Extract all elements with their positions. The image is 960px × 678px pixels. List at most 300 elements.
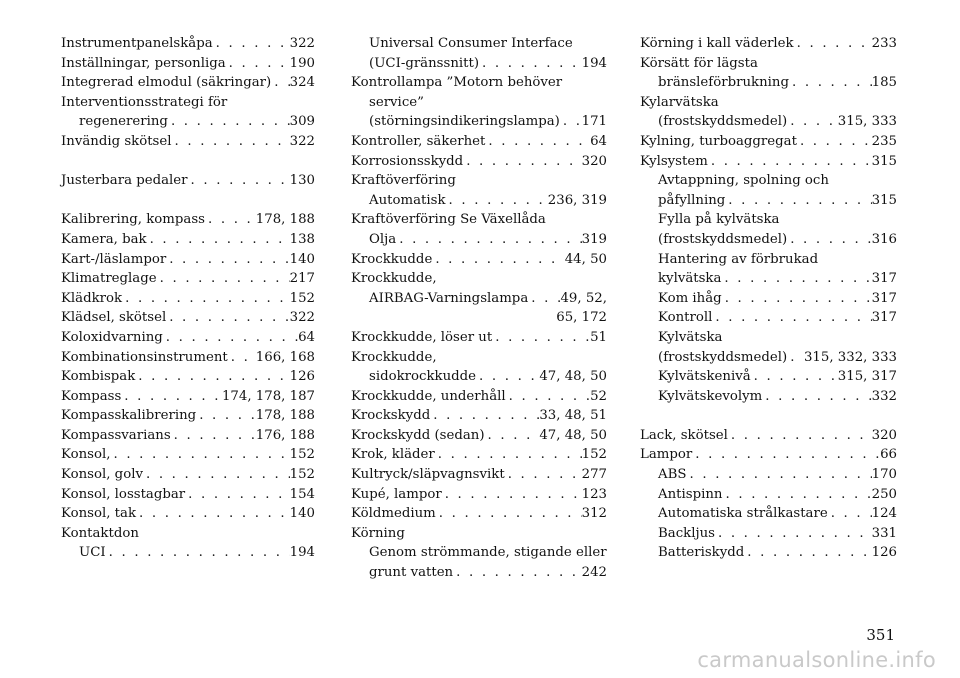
dot-leader [213, 34, 290, 54]
index-term: Krockkudde [351, 251, 433, 267]
index-heading-line: Kraftöverföring [351, 173, 456, 189]
index-term: Instrumentpanelskåpa [61, 36, 213, 51]
page-reference: 152 [289, 467, 315, 483]
index-entry [61, 210, 315, 230]
index-entry [640, 34, 897, 54]
page-reference-continued: 65, 172 [556, 310, 607, 326]
dot-leader [430, 406, 539, 426]
index-entry-row [640, 485, 897, 505]
page-reference: 171 [581, 114, 607, 130]
index-entry-row [640, 426, 897, 446]
page-reference: 277 [581, 467, 607, 483]
watermark-logo: carmanualsonline.info [697, 648, 936, 672]
index-entry-row [351, 367, 607, 387]
index-entry [640, 171, 897, 210]
index-entry [351, 328, 607, 348]
index-entry-row [61, 54, 315, 74]
index-entry-row [61, 132, 315, 152]
index-entry-row [61, 289, 315, 309]
dot-leader [446, 191, 548, 211]
index-entry [61, 54, 315, 74]
index-entry-row [640, 289, 897, 309]
index-entry-row [640, 465, 897, 485]
dot-leader [787, 230, 871, 250]
index-entry [351, 269, 607, 328]
page-reference: 166, 168 [255, 349, 315, 365]
index-term: Invändig skötsel [61, 133, 172, 149]
index-entry [351, 445, 607, 465]
dot-leader [228, 348, 256, 368]
index-entry [640, 328, 897, 367]
index-term: Lampor [640, 447, 693, 463]
dot-leader [110, 445, 289, 465]
index-entry-row [640, 367, 897, 387]
index-entry [640, 250, 897, 289]
index-heading-line: Kontaktdon [61, 525, 139, 541]
dot-leader [436, 504, 582, 524]
index-entry-row [640, 191, 897, 211]
page-number: 351 [866, 626, 895, 644]
index-entry [61, 328, 315, 348]
dot-leader [712, 308, 871, 328]
index-entry [61, 485, 315, 505]
index-entry [640, 367, 897, 387]
index-entry [351, 132, 607, 152]
index-entry-row [640, 132, 897, 152]
index-entry [351, 524, 607, 583]
page-reference: 233 [871, 36, 897, 51]
page-reference: 52 [590, 388, 607, 404]
index-entry-row [640, 524, 897, 544]
index-entry [61, 250, 315, 270]
page-reference: 190 [289, 55, 315, 71]
page-reference: 178, 188 [255, 212, 315, 228]
dot-leader [692, 445, 880, 465]
page-reference: 64 [590, 133, 607, 149]
index-entry-row [61, 426, 315, 446]
index-term: (frostskyddsmedel) [658, 231, 788, 247]
dot-leader [721, 269, 871, 289]
index-term: UCI [79, 545, 106, 561]
index-term: regenerering [79, 114, 168, 130]
index-term: Krok, kläder [351, 447, 435, 463]
index-term: AIRBAG-Varningslampa [369, 290, 529, 306]
index-entry [61, 445, 315, 465]
index-entry [640, 445, 897, 465]
index-entry-row [640, 543, 897, 563]
index-term: Konsol, [61, 447, 111, 463]
index-entry [351, 485, 607, 505]
index-entry-row [640, 34, 897, 54]
dot-leader [476, 367, 539, 387]
index-entry-row [61, 445, 315, 465]
page-reference: 322 [289, 133, 315, 149]
page-reference: 152 [581, 447, 607, 463]
index-entry [640, 289, 897, 309]
index-term: Kalibrering, kompass [61, 212, 205, 228]
dot-leader [188, 171, 290, 191]
dot-leader [492, 328, 590, 348]
page-reference: 51 [590, 329, 607, 345]
index-entry-row [351, 504, 607, 524]
index-heading-line: Kraftöverföring Se Växellåda [351, 212, 546, 228]
dot-leader [172, 132, 290, 152]
index-term: Kylsystem [640, 153, 708, 169]
index-term: Kombinationsinstrument [61, 349, 228, 365]
index-entry-row [351, 563, 607, 583]
dot-leader [171, 426, 256, 446]
index-term: (frostskyddsmedel) [658, 349, 788, 365]
index-gap [61, 152, 315, 172]
index-heading-line: Interventionsstrategi för [61, 94, 228, 110]
index-entry-row [61, 171, 315, 191]
dot-leader [686, 465, 871, 485]
index-entry [61, 289, 315, 309]
index-subheading-line: service” [369, 94, 424, 110]
dot-leader [787, 348, 804, 368]
index-entry [61, 73, 315, 93]
page-reference: 140 [289, 251, 315, 267]
index-entry-row [351, 191, 607, 211]
index-entry-row [61, 367, 315, 387]
index-entry [351, 210, 607, 249]
dot-leader [166, 308, 289, 328]
index-entry [351, 348, 607, 387]
index-term: Kamera, bak [61, 231, 147, 247]
page-reference: 319 [581, 231, 607, 247]
index-term: Olja [369, 231, 397, 247]
dot-leader [828, 504, 872, 524]
page-reference: 140 [289, 506, 315, 522]
dot-leader [136, 504, 290, 524]
index-entry-row [61, 34, 315, 54]
index-term: Kupé, lampor [351, 486, 442, 502]
index-column-2 [351, 34, 607, 583]
index-entry [640, 485, 897, 505]
page-reference: 315 [871, 153, 897, 169]
index-entry [640, 54, 897, 93]
page-reference: 331 [871, 525, 897, 541]
index-term: Antispinn [658, 486, 723, 502]
index-entry-row [61, 504, 315, 524]
index-heading-line: Krockkudde, [351, 271, 437, 287]
dot-leader [485, 426, 540, 446]
index-entry [351, 73, 607, 132]
index-term: (frostskyddsmedel) [658, 114, 788, 130]
index-entry [351, 152, 607, 172]
index-term: Koloxidvarning [61, 329, 163, 345]
dot-leader [708, 152, 872, 172]
index-entry [61, 34, 315, 54]
dot-leader [121, 387, 222, 407]
index-term: kylvätska [658, 271, 722, 287]
dot-leader [168, 112, 290, 132]
index-entry [61, 230, 315, 250]
page-reference: 217 [289, 271, 315, 287]
index-entry-row [61, 269, 315, 289]
index-entry [351, 171, 607, 210]
page-reference: 126 [871, 545, 897, 561]
dot-leader [479, 54, 582, 74]
dot-leader [163, 328, 298, 348]
index-heading-line: Krockkudde, [351, 349, 437, 365]
index-subheading-line: Hantering av förbrukad [658, 251, 819, 267]
index-entry [61, 367, 315, 387]
dot-leader [106, 543, 290, 563]
index-term: Lack, skötsel [640, 427, 728, 443]
index-entry [351, 504, 607, 524]
index-term: ABS [658, 467, 687, 483]
index-entry-row [61, 485, 315, 505]
index-term: Backljus [658, 525, 715, 541]
index-term: Kom ihåg [658, 290, 722, 306]
index-entry-row [61, 348, 315, 368]
dot-leader [122, 289, 290, 309]
index-entry [61, 132, 315, 152]
index-term: Kylvätskevolym [658, 388, 763, 404]
index-entry-row [640, 73, 897, 93]
index-entry [61, 387, 315, 407]
index-entry-row [351, 328, 607, 348]
page-reference: 236, 319 [547, 192, 607, 208]
page-reference: 315, 332, 333 [803, 349, 897, 365]
index-entry-row [61, 406, 315, 426]
dot-leader [744, 543, 871, 563]
dot-leader [205, 210, 256, 230]
index-entry-row [61, 73, 315, 93]
index-entry-row [61, 250, 315, 270]
page-reference: 320 [871, 427, 897, 443]
index-entry-row [640, 348, 897, 368]
index-term: Integrerad elmodul (säkringar) [61, 75, 272, 91]
dot-leader [185, 485, 289, 505]
index-subheading-line: Kylvätska [658, 329, 723, 345]
index-entry [640, 504, 897, 524]
page-reference: 322 [289, 36, 315, 51]
index-term: Kylvätskenivå [658, 369, 751, 385]
page-reference: 138 [289, 231, 315, 247]
dot-leader [226, 54, 290, 74]
page-reference: 66 [880, 447, 897, 463]
index-entry [351, 250, 607, 270]
index-entry-row [61, 112, 315, 132]
page-reference: 317 [871, 290, 897, 306]
page-reference: 235 [871, 133, 897, 149]
dot-leader [722, 485, 871, 505]
index-entry-row [61, 308, 315, 328]
index-term: Kompass [61, 388, 122, 404]
page-reference: 316 [871, 231, 897, 247]
index-entry-row [351, 132, 607, 152]
index-entry [61, 308, 315, 328]
dot-leader [442, 485, 582, 505]
page-reference: 170 [871, 467, 897, 483]
index-entry [640, 465, 897, 485]
page-reference: 194 [581, 55, 607, 71]
index-entry [61, 406, 315, 426]
dot-leader [797, 132, 872, 152]
page-reference: 152 [289, 290, 315, 306]
page-reference: 178, 188 [255, 408, 315, 424]
dot-leader [143, 465, 290, 485]
index-entry-row [61, 465, 315, 485]
page-reference: 309 [289, 114, 315, 130]
page-reference: 185 [871, 75, 897, 91]
index-entry-row [351, 289, 607, 309]
page-reference: 315, 333 [837, 114, 897, 130]
index-entry [61, 465, 315, 485]
index-entry-row [351, 465, 607, 485]
index-term: Kompassvarians [61, 427, 171, 443]
dot-leader [794, 34, 872, 54]
page-reference: 250 [871, 486, 897, 502]
index-entry [640, 543, 897, 563]
index-entry-row [640, 445, 897, 465]
index-term: Korrosionsskydd [351, 153, 464, 169]
index-entry [351, 34, 607, 73]
dot-leader [453, 563, 581, 583]
dot-leader [789, 73, 872, 93]
index-entry [640, 524, 897, 544]
index-term: påfyllning [658, 192, 726, 208]
index-entry-row [640, 504, 897, 524]
index-term: Konsol, golv [61, 467, 143, 483]
index-term: Kombispak [61, 369, 136, 385]
index-heading-line: Kylarvätska [640, 94, 719, 110]
index-gap [61, 191, 315, 211]
dot-leader [715, 524, 872, 544]
index-entry-row [640, 269, 897, 289]
index-entry [351, 406, 607, 426]
index-term: (störningsindikeringslampa) [369, 114, 560, 130]
index-term: Kylning, turboaggregat [640, 133, 797, 149]
dot-leader [435, 445, 582, 465]
index-term: Konsol, tak [61, 506, 137, 522]
dot-leader [751, 367, 838, 387]
index-term: Krockskydd (sedan) [351, 427, 485, 443]
index-entry-row [61, 230, 315, 250]
dot-leader [271, 73, 289, 93]
page-reference: 33, 48, 51 [539, 408, 607, 424]
page-reference: 47, 48, 50 [539, 427, 607, 443]
index-entry [640, 152, 897, 172]
dot-leader [728, 426, 872, 446]
page-reference: 152 [289, 447, 315, 463]
page-reference: 44, 50 [564, 251, 607, 267]
page-reference: 64 [298, 329, 315, 345]
index-entry-row [351, 152, 607, 172]
page-reference: 324 [289, 75, 315, 91]
page-reference: 176, 188 [255, 427, 315, 443]
index-entry [61, 269, 315, 289]
index-heading-line: Kontrollampa ”Motorn behöver [351, 75, 563, 91]
page-reference: 242 [581, 565, 607, 581]
index-term: Krockskydd [351, 408, 431, 424]
dot-leader [196, 406, 256, 426]
index-term: sidokrockkudde [369, 369, 477, 385]
index-entry [640, 93, 897, 132]
dot-leader [506, 387, 590, 407]
index-entry-row [351, 230, 607, 250]
index-term: Kart-/läslampor [61, 251, 167, 267]
index-entry [61, 426, 315, 446]
index-term: Kompasskalibrering [61, 408, 197, 424]
dot-leader [787, 112, 838, 132]
dot-leader [762, 387, 871, 407]
index-entry-row [351, 387, 607, 407]
dot-leader [135, 367, 289, 387]
index-heading-line: Körsätt för lägsta [640, 55, 758, 71]
index-term: Krockkudde, löser ut [351, 329, 493, 345]
index-heading-line: Körning [351, 525, 405, 541]
index-term: Körning i kall väderlek [640, 36, 794, 51]
index-term: Kultryck/släpvagnsvikt [351, 467, 505, 483]
index-term: Kontroller, säkerhet [351, 133, 486, 149]
dot-leader [722, 289, 872, 309]
index-entry [351, 387, 607, 407]
page-reference: 317 [871, 271, 897, 287]
index-term: Batteriskydd [658, 545, 745, 561]
page-reference: 124 [871, 506, 897, 522]
index-term: Köldmedium [351, 506, 436, 522]
dot-leader [505, 465, 582, 485]
index-entry-row [640, 308, 897, 328]
index-term: Justerbara pedaler [61, 173, 188, 189]
page-reference: 320 [581, 153, 607, 169]
index-term: (UCI-gränssnitt) [369, 55, 480, 71]
index-entry [351, 465, 607, 485]
dot-leader [157, 269, 290, 289]
index-entry [640, 132, 897, 152]
index-entry [351, 426, 607, 446]
page-reference: 126 [289, 369, 315, 385]
index-entry [640, 308, 897, 328]
dot-leader [147, 230, 290, 250]
index-entry-row [61, 543, 315, 563]
page-reference: 130 [289, 173, 315, 189]
dot-leader [432, 250, 564, 270]
index-entry [640, 387, 897, 407]
page-reference: 322 [289, 310, 315, 326]
index-entry-row [640, 387, 897, 407]
index-subheading-line: Fylla på kylvätska [658, 212, 780, 228]
index-term: Kontroll [658, 310, 713, 326]
index-entry [61, 504, 315, 524]
index-entry-row [351, 445, 607, 465]
page-reference: 194 [289, 545, 315, 561]
page-reference: 332 [871, 388, 897, 404]
index-entry [61, 93, 315, 132]
index-term: Klädkrok [61, 290, 123, 306]
page-reference: 123 [581, 486, 607, 502]
index-entry [640, 426, 897, 446]
index-entry-row [640, 112, 897, 132]
index-term: Klimatreglage [61, 271, 157, 287]
page-reference: 174, 178, 187 [221, 388, 315, 404]
index-term: grunt vatten [369, 565, 454, 581]
index-entry-row [351, 485, 607, 505]
dot-leader [396, 230, 581, 250]
index-subheading-line: Universal Consumer Interface [369, 36, 573, 51]
page-reference: 315, 317 [837, 369, 897, 385]
page-reference: 154 [289, 486, 315, 502]
index-gap [640, 406, 897, 426]
dot-leader [725, 191, 871, 211]
dot-leader [463, 152, 581, 172]
index-entry [61, 171, 315, 191]
page-reference: 47, 48, 50 [539, 369, 607, 385]
index-term: Inställningar, personliga [61, 55, 226, 71]
